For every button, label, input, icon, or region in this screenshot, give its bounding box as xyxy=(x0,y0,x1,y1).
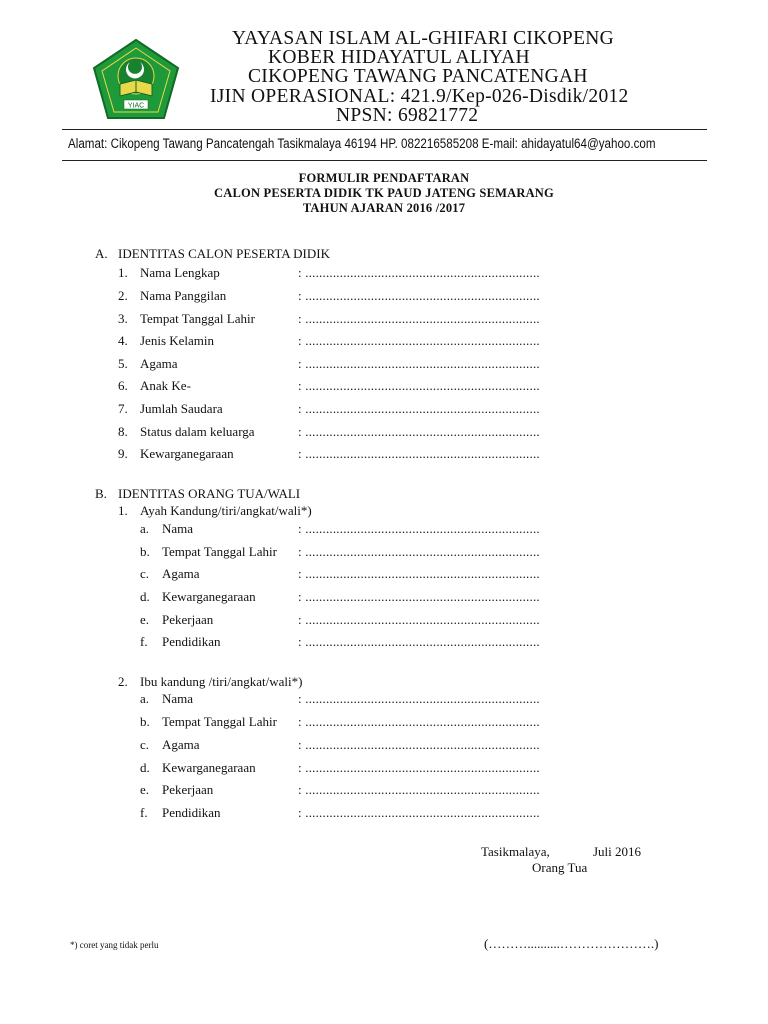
list-item-number: 6. xyxy=(118,378,128,393)
signature-role: Orang Tua xyxy=(532,860,588,875)
field-fill-line[interactable]: : .................................................................... xyxy=(298,356,540,371)
list-item-letter: d. xyxy=(140,589,150,604)
form-title: FORMULIR PENDAFTARAN xyxy=(298,171,470,185)
field-label: Pendidikan xyxy=(162,634,221,649)
signature-date: Juli 2016 xyxy=(593,844,642,859)
list-item-letter: e. xyxy=(140,612,150,627)
mother-number: 2. xyxy=(118,674,128,689)
list-item-number: 2. xyxy=(118,288,128,303)
field-label: Nama xyxy=(162,691,194,706)
field-label: Nama Panggilan xyxy=(140,288,227,303)
field-label: Kewarganegaraan xyxy=(162,589,256,604)
field-fill-line[interactable]: : .................................................................... xyxy=(298,521,540,536)
field-fill-line[interactable]: : .................................................................... xyxy=(298,805,540,820)
section-b-letter: B. xyxy=(95,486,107,501)
field-label: Jenis Kelamin xyxy=(140,333,215,348)
list-item-number: 5. xyxy=(118,356,128,371)
field-label: Pekerjaan xyxy=(162,782,214,797)
field-label: Agama xyxy=(140,356,178,371)
signature-place: Tasikmalaya, xyxy=(481,844,550,859)
field-fill-line[interactable]: : .................................................................... xyxy=(298,714,540,729)
field-fill-line[interactable]: : .................................................................... xyxy=(298,288,540,303)
list-item-number: 8. xyxy=(118,424,128,439)
school-location: CIKOPENG TAWANG PANCATENGAH xyxy=(248,66,588,87)
list-item-number: 1. xyxy=(118,265,128,280)
address-line: Alamat: Cikopeng Tawang Pancatengah Tasikmalaya 46194 HP. 082216585208 E-mail: ahidayatul64@yahoo.com xyxy=(68,136,656,151)
list-item-letter: c. xyxy=(140,566,150,581)
list-item-letter: d. xyxy=(140,760,150,775)
field-fill-line[interactable]: : .................................................................... xyxy=(298,589,540,604)
father-subheading: Ayah Kandung/tiri/angkat/wali*) xyxy=(140,503,312,518)
footnote: *) coret yang tidak perlu xyxy=(70,940,159,950)
field-fill-line[interactable]: : .................................................................... xyxy=(298,424,540,439)
field-fill-line[interactable]: : .................................................................... xyxy=(298,634,540,649)
field-fill-line[interactable]: : .................................................................... xyxy=(298,378,540,393)
list-item-letter: e. xyxy=(140,782,150,797)
list-item-letter: b. xyxy=(140,544,150,559)
field-label: Kewarganegaraan xyxy=(162,760,256,775)
field-fill-line[interactable]: : .................................................................... xyxy=(298,737,540,752)
field-fill-line[interactable]: : .................................................................... xyxy=(298,265,540,280)
field-label: Agama xyxy=(162,737,200,752)
field-fill-line[interactable]: : .................................................................... xyxy=(298,311,540,326)
field-fill-line[interactable]: : .................................................................... xyxy=(298,760,540,775)
list-item-letter: a. xyxy=(140,521,150,536)
list-item-letter: c. xyxy=(140,737,150,752)
header-divider-bottom xyxy=(62,160,707,161)
father-number: 1. xyxy=(118,503,128,518)
list-item-letter: f. xyxy=(140,805,148,820)
signature-line[interactable]: (………..........………………….) xyxy=(484,936,659,951)
field-fill-line[interactable]: : .................................................................... xyxy=(298,691,540,706)
field-fill-line[interactable]: : .................................................................... xyxy=(298,401,540,416)
field-label: Pendidikan xyxy=(162,805,221,820)
logo-text: YIAC xyxy=(127,102,145,110)
form-subtitle: CALON PESERTA DIDIK TK PAUD JATENG SEMARANG xyxy=(214,186,554,200)
section-a-heading: IDENTITAS CALON PESERTA DIDIK xyxy=(118,246,330,261)
foundation-name: YAYASAN ISLAM AL-GHIFARI CIKOPENG xyxy=(232,28,615,49)
field-fill-line[interactable]: : .................................................................... xyxy=(298,782,540,797)
list-item-number: 4. xyxy=(118,333,128,348)
field-label: Nama xyxy=(162,521,194,536)
field-fill-line[interactable]: : .................................................................... xyxy=(298,544,540,559)
field-label: Pekerjaan xyxy=(162,612,214,627)
field-label: Tempat Tanggal Lahir xyxy=(162,714,277,729)
mother-subheading: Ibu kandung /tiri/angkat/wali*) xyxy=(140,674,303,689)
list-item-letter: b. xyxy=(140,714,150,729)
list-item-number: 3. xyxy=(118,311,128,326)
academic-year: TAHUN AJARAN 2016 /2017 xyxy=(302,201,466,215)
list-item-letter: f. xyxy=(140,634,148,649)
field-fill-line[interactable]: : .................................................................... xyxy=(298,446,540,461)
field-label: Kewarganegaraan xyxy=(140,446,234,461)
field-label: Tempat Tanggal Lahir xyxy=(162,544,277,559)
list-item-number: 9. xyxy=(118,446,128,461)
field-fill-line[interactable]: : .................................................................... xyxy=(298,612,540,627)
field-label: Agama xyxy=(162,566,200,581)
field-label: Tempat Tanggal Lahir xyxy=(140,311,255,326)
field-label: Nama Lengkap xyxy=(140,265,220,280)
npsn: NPSN: 69821772 xyxy=(336,105,479,126)
field-fill-line[interactable]: : .................................................................... xyxy=(298,566,540,581)
field-label: Status dalam keluarga xyxy=(140,424,255,439)
list-item-letter: a. xyxy=(140,691,150,706)
field-label: Jumlah Saudara xyxy=(140,401,223,416)
operational-permit: IJIN OPERASIONAL: 421.9/Kep-026-Disdik/2012 xyxy=(210,86,629,107)
field-fill-line[interactable]: : .................................................................... xyxy=(298,333,540,348)
field-label: Anak Ke- xyxy=(140,378,191,393)
header-divider-top xyxy=(62,129,707,130)
list-item-number: 7. xyxy=(118,401,128,416)
section-b-heading: IDENTITAS ORANG TUA/WALI xyxy=(118,486,301,501)
school-logo xyxy=(92,38,180,120)
section-a-letter: A. xyxy=(95,246,108,261)
school-name: KOBER HIDAYATUL ALIYAH xyxy=(268,47,530,68)
